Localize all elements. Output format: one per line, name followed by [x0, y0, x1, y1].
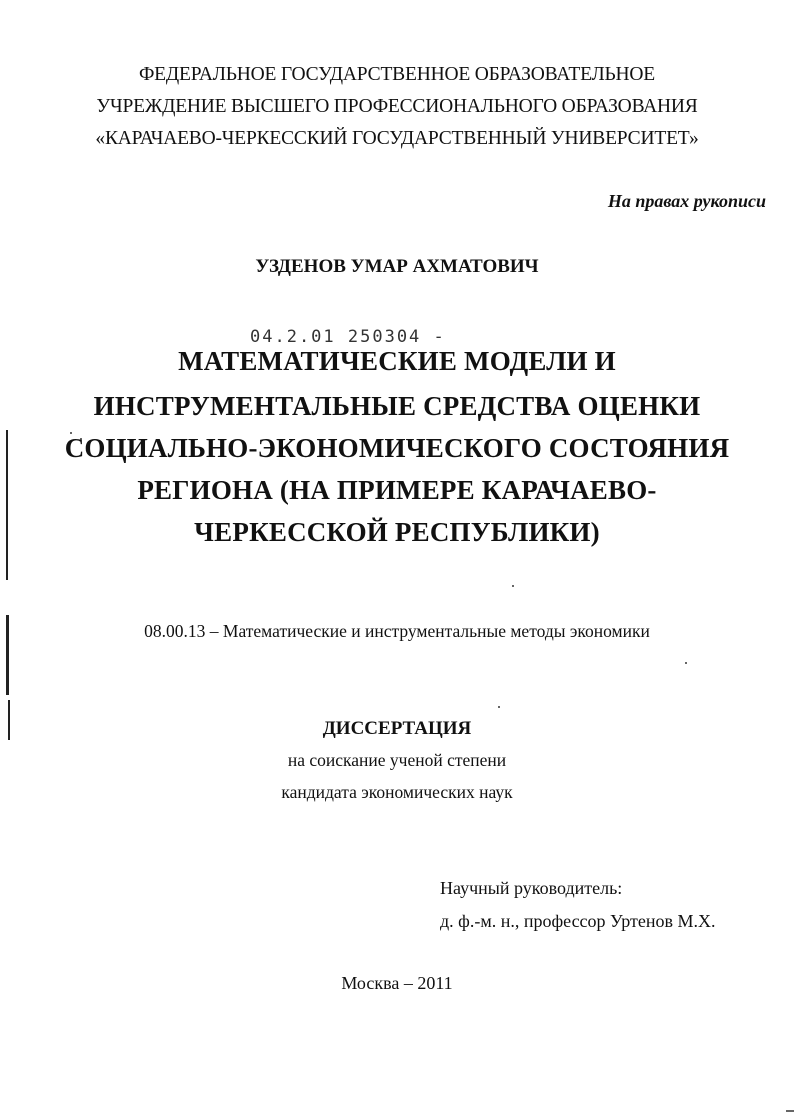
title-line-1: МАТЕМАТИЧЕСКИЕ МОДЕЛИ И — [178, 346, 616, 376]
advisor-label: Научный руководитель: — [440, 878, 623, 898]
degree-line-1: на соискание ученой степени — [287, 750, 507, 770]
institution-line-2: УЧРЕЖДЕНИЕ ВЫСШЕГО ПРОФЕССИОНАЛЬНОГО ОБРАЗОВАНИЯ — [96, 96, 698, 117]
scan-speck — [685, 662, 687, 664]
specialty-code: 08.00.13 – Математические и инструментальные методы экономики — [144, 621, 650, 641]
scan-speck — [786, 1110, 794, 1112]
registration-stamp: 04.2.01 250304 - — [250, 327, 446, 347]
title-line-3: СОЦИАЛЬНО-ЭКОНОМИЧЕСКОГО СОСТОЯНИЯ — [64, 433, 730, 463]
title-line-4: РЕГИОНА (НА ПРИМЕРЕ КАРАЧАЕВО- — [137, 475, 657, 505]
institution-line-3: «КАРАЧАЕВО-ЧЕРКЕССКИЙ ГОСУДАРСТВЕННЫЙ УНИВЕРСИТЕТ» — [95, 128, 699, 149]
title-line-2: ИНСТРУМЕНТАЛЬНЫЕ СРЕДСТВА ОЦЕНКИ — [93, 391, 701, 421]
title-line-5: ЧЕРКЕССКОЙ РЕСПУБЛИКИ) — [194, 517, 600, 547]
institution-line-1: ФЕДЕРАЛЬНОЕ ГОСУДАРСТВЕННОЕ ОБРАЗОВАТЕЛЬНОЕ — [138, 64, 656, 85]
author-name: УЗДЕНОВ УМАР АХМАТОВИЧ — [255, 256, 539, 277]
degree-line-2: кандидата экономических наук — [281, 782, 513, 802]
advisor-name: д. ф.-м. н., профессор Уртенов М.Х. — [440, 911, 716, 931]
scan-speck — [512, 585, 514, 587]
dissertation-heading: ДИССЕРТАЦИЯ — [322, 718, 472, 739]
manuscript-note: На правах рукописи — [607, 191, 766, 211]
scan-speck — [498, 706, 500, 708]
place-year: Москва – 2011 — [341, 973, 453, 993]
